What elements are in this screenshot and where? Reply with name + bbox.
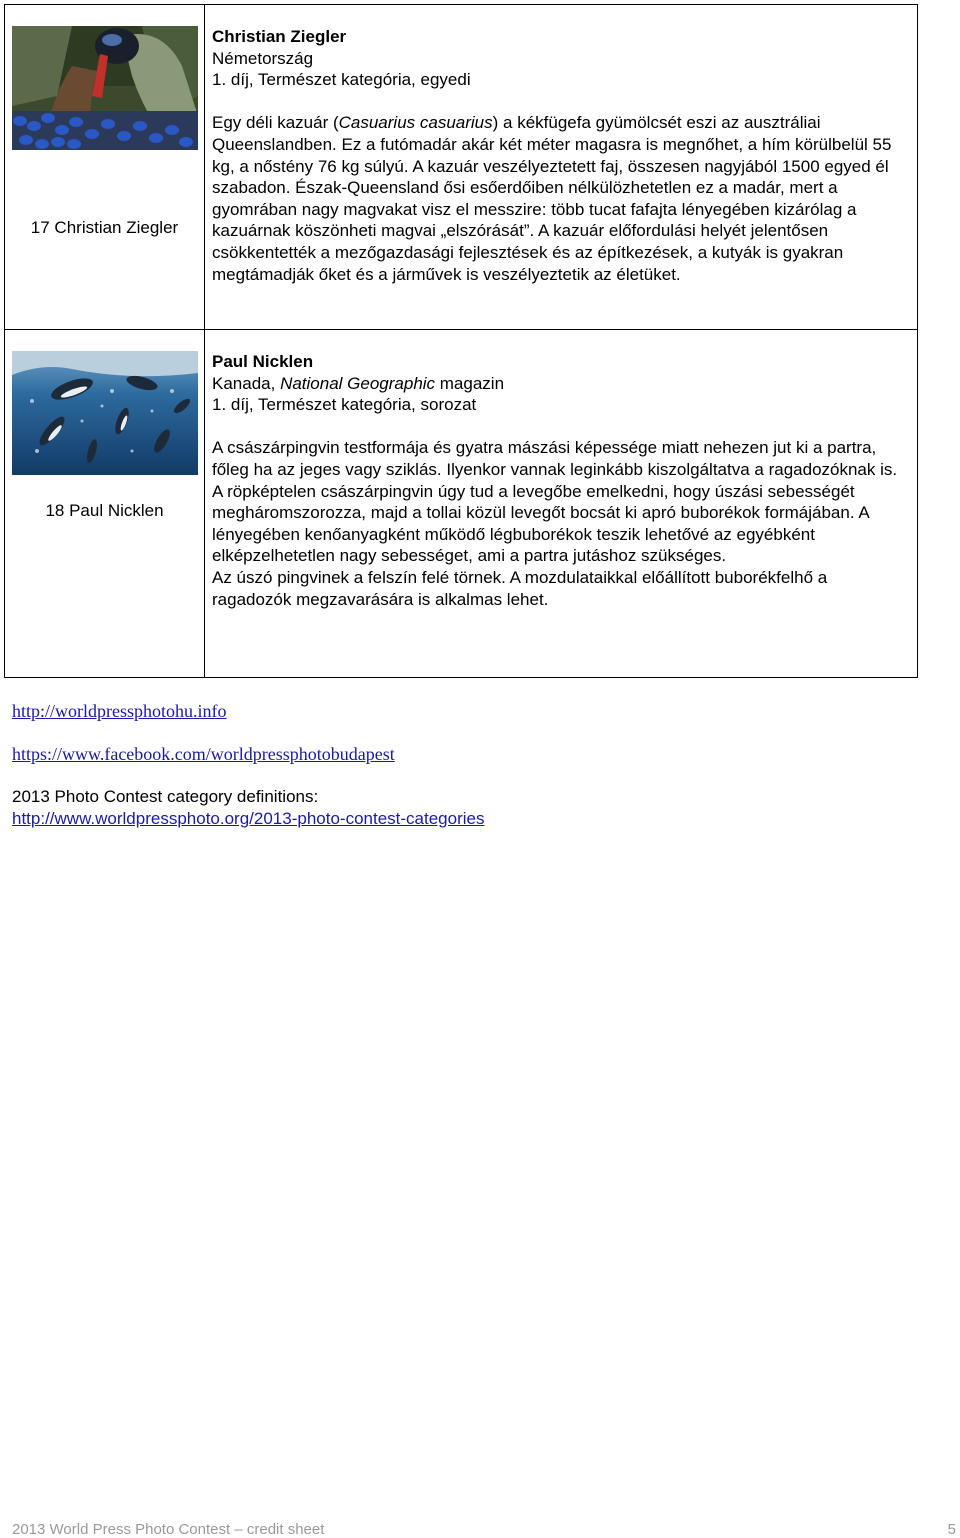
links-section — [12, 700, 912, 829]
entry-photo-cell — [5, 5, 205, 330]
entry-text-cell — [205, 5, 918, 330]
entry-row — [5, 5, 918, 330]
award-line: 1. díj, Természet kategória, sorozat — [212, 395, 477, 415]
latin-name: Casuarius casuarius — [338, 113, 493, 133]
facebook-link[interactable]: https://www.facebook.com/worldpressphotobudapest — [12, 744, 395, 764]
publication-name: National Geographic — [280, 373, 436, 393]
definitions-link[interactable]: http://www.worldpressphoto.org/2013-photo-contest-categories — [12, 808, 485, 828]
photographer-name: Christian Ziegler — [212, 27, 347, 46]
entry-row — [5, 330, 918, 678]
penguin-photo — [12, 351, 198, 475]
footer-title: 2013 World Press Photo Contest – credit sheet — [12, 1521, 325, 1538]
photo-description: Egy déli kazuár (Casuarius casuarius) a kékfügefa gyümölcsét eszi az ausztráliai Queenslandben. Ez a futómadár akár két méter magasra is megnőhet, a hím körülbelül 55 kg, a nőstény 76 kg súlyú. A kazuár veszélyeztetett faj, összesen nagyjából 1500 egyed él szabadon. Észak-Queensland ősi esőerdőiben nélkülözhetetlen ez a madár, mert a gyomrában nagy magvakat visz el messzire: több tucat fafajta lényegében kizárólag a kazuárnak köszönheti magvai „elszórását”. A kazuár előfordulási helyét jelentősen csökkentették a mezőgazdasági fejlesztések és az építkezések, a kutyák is gyakran megtámadják őket és a járművek is veszélyeztetik az életüket. — [212, 113, 892, 284]
entry-caption: 18 Paul Nicklen — [45, 501, 164, 520]
photo-description: A császárpingvin testformája és gyatra mászási képessége miatt nehezen jut ki a partra, főleg ha az jeges vagy sziklás. Ilyenkor vannak leginkább kiszolgáltatva a ragadozóknak is. A röpképtelen császárpingvin úgy tud a levegőbe emelkedni, hogy úszási sebességét megháromszorozza, majd a tollai közül levegőt bocsát ki apró buborékok formájában. A lényegében kenőanyagként működő légbuborékok teszik lehetővé az egyébként elképzelhetetlen nagy sebességet, ami a partra jutáshoz szükséges. Az úszó pingvinek a felszín felé törnek. A mozdulataikkal előállított buborékfelhő a ragadozók megzavarására is alkalmas lehet. — [212, 438, 898, 609]
page-number: 5 — [947, 1521, 956, 1538]
category-definitions — [12, 786, 912, 829]
photographer-country: Németország — [212, 48, 314, 68]
entries-table — [4, 4, 918, 678]
definitions-label: 2013 Photo Contest category definitions: — [12, 787, 319, 806]
website-link[interactable]: http://worldpressphotohu.info — [12, 701, 227, 721]
photographer-name: Paul Nicklen — [212, 352, 314, 371]
award-line: 1. díj, Természet kategória, egyedi — [212, 70, 471, 90]
entry-text-cell — [205, 330, 918, 678]
entry-photo-cell — [5, 330, 205, 678]
cassowary-photo — [12, 26, 198, 150]
photographer-country: Kanada, National Geographic magazin — [212, 373, 505, 393]
entry-caption: 17 Christian Ziegler — [30, 218, 179, 237]
